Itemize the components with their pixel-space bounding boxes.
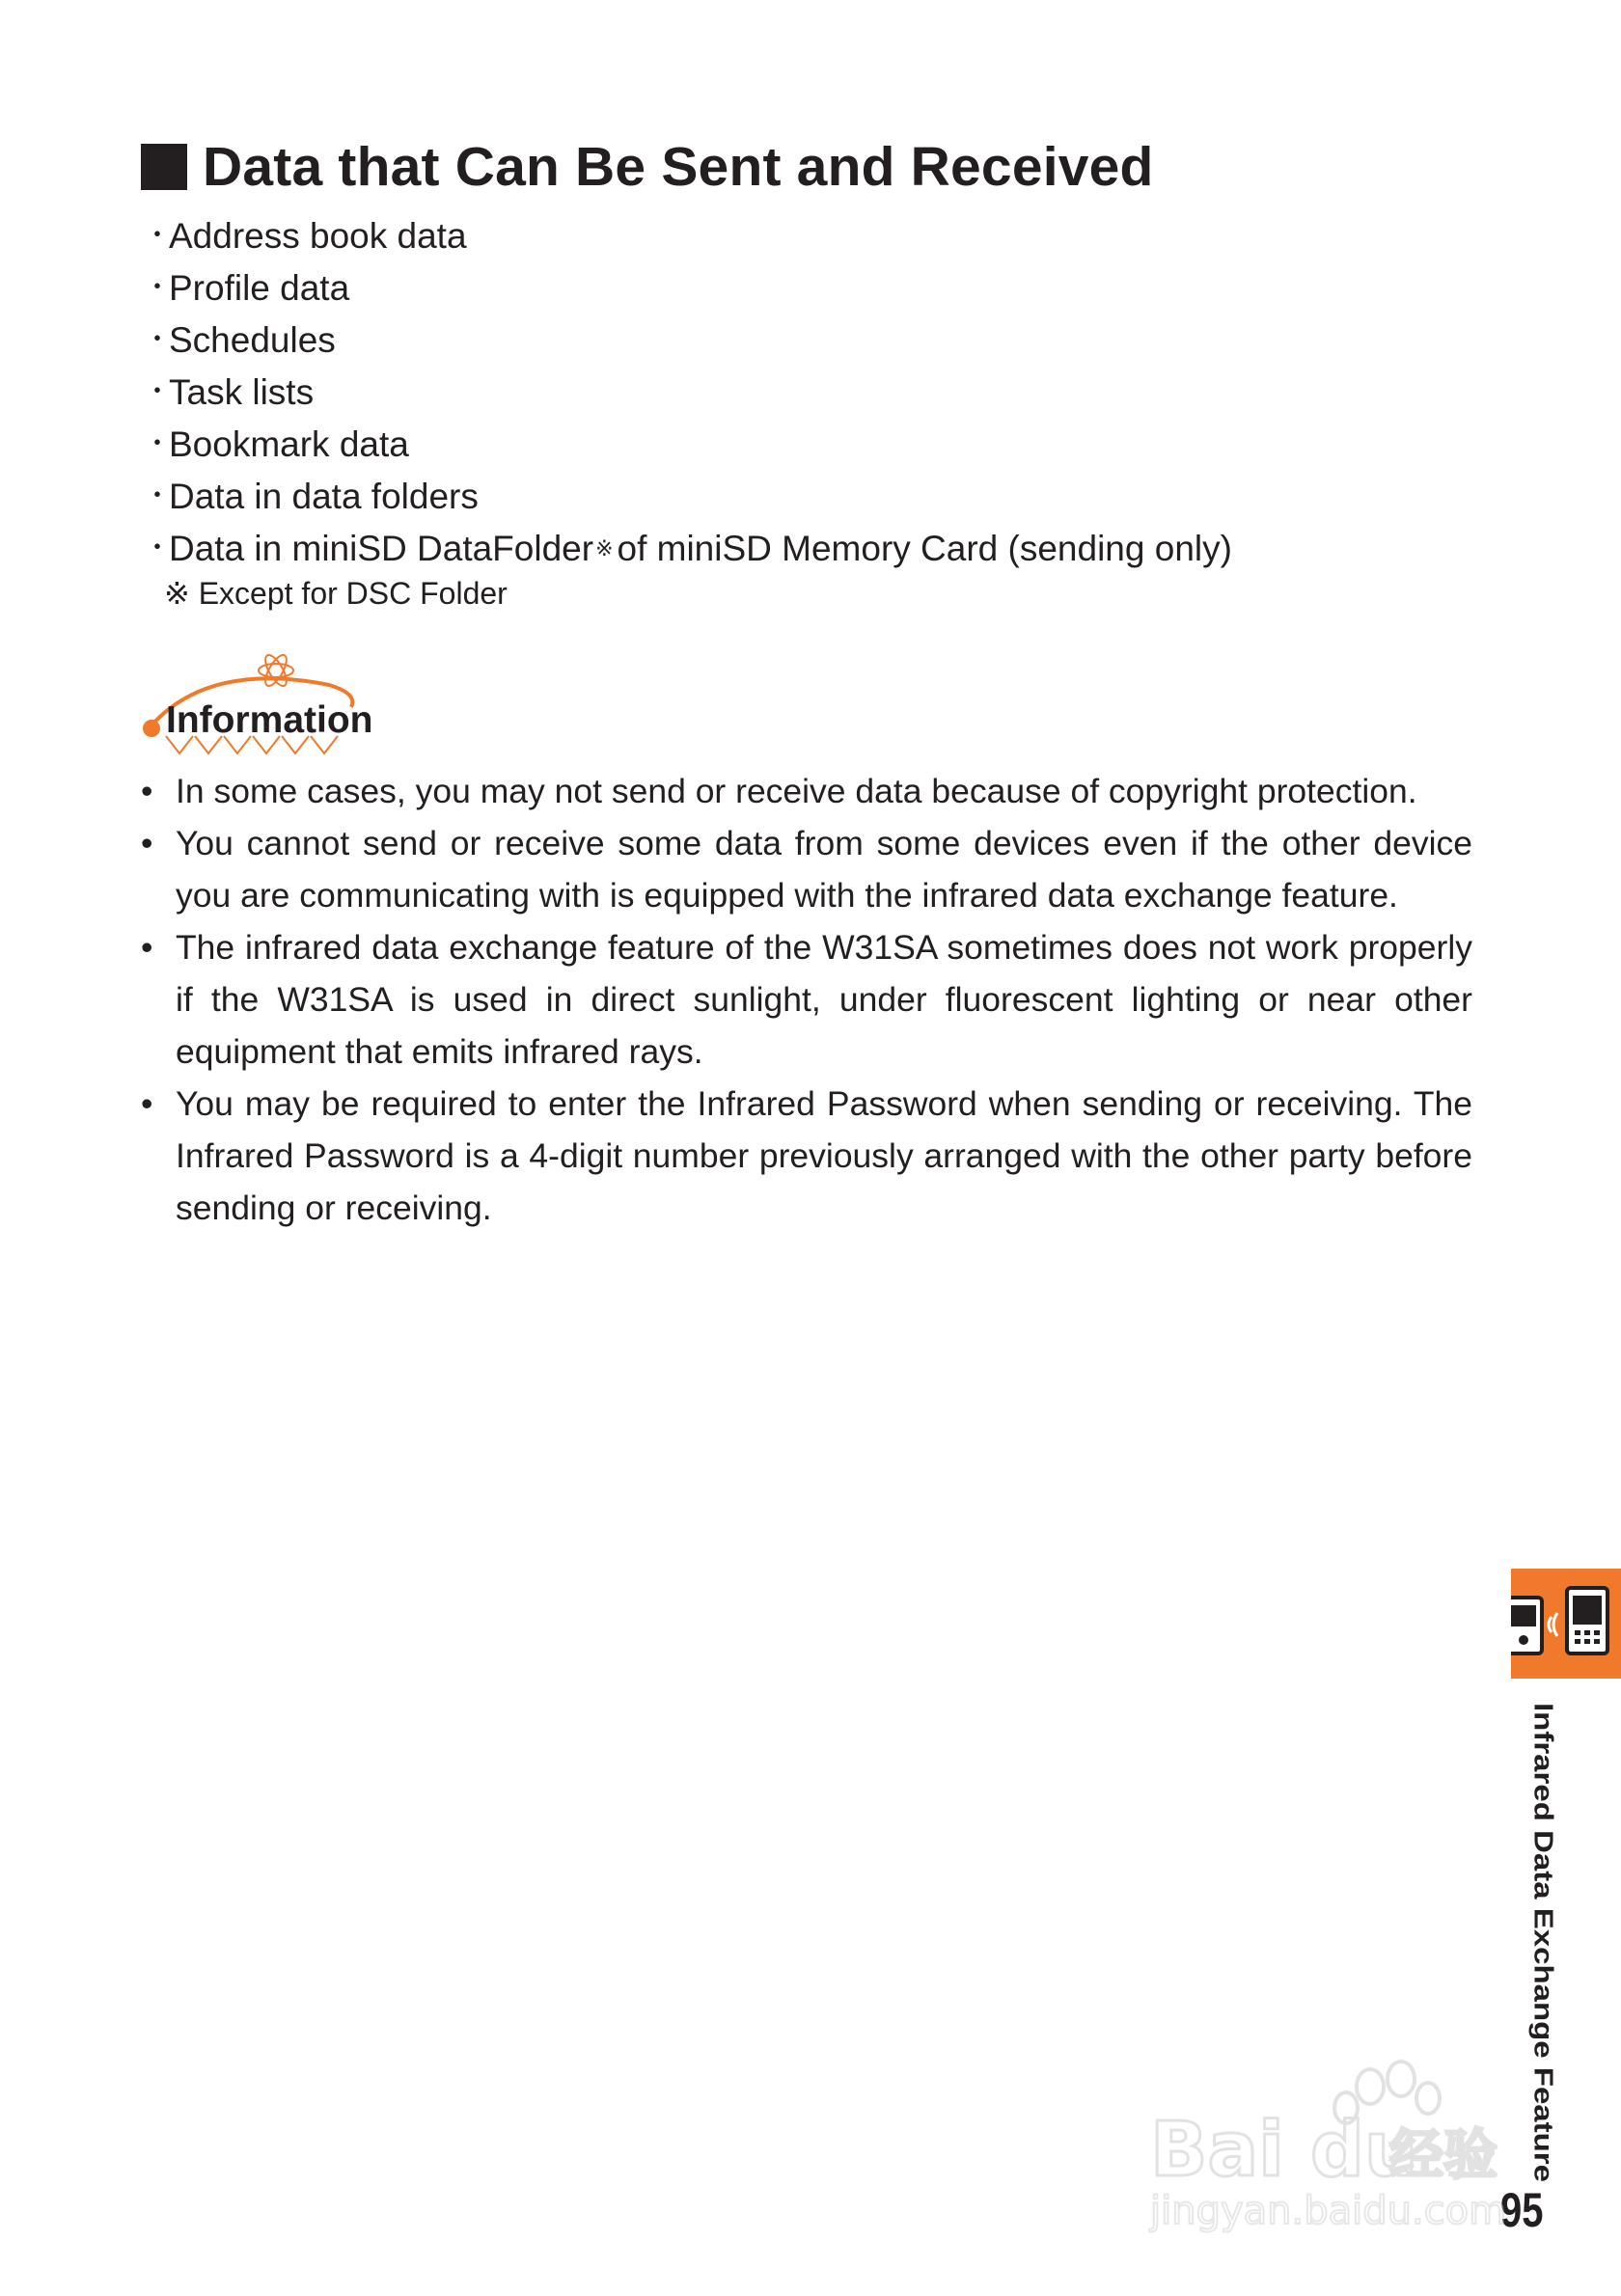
info-item-text: You may be required to enter the Infrared Password when sending or receiving. The Infrared Password is a 4-digit number previously arranged with the other party before sending or receiving.: [176, 1084, 1472, 1227]
footnote-mark: ※: [595, 536, 614, 560]
list-bullet: •: [141, 772, 153, 810]
information-header: [141, 651, 392, 757]
list-item: [141, 1078, 1472, 1234]
info-item-text: You cannot send or receive some data from some devices even if the other device you are communicating with is equipped with the infrared data exchange feature.: [176, 824, 1472, 915]
infrared-phones-icon: [1511, 1569, 1621, 1679]
page-number: 95: [1500, 2183, 1544, 2237]
footnote: ※ Except for DSC Folder: [164, 576, 508, 611]
list-item: [141, 921, 1472, 1078]
info-item-text: In some cases, you may not send or receive data because of copyright protection.: [176, 772, 1417, 810]
list-item-text-pre: Data in miniSD DataFolder: [169, 529, 594, 568]
list-bullet: ・: [143, 272, 172, 304]
section-title: [141, 135, 1154, 199]
chapter-tab: [1511, 1569, 1621, 1679]
list-bullet: ・: [143, 220, 172, 252]
list-item-text: Task lists: [169, 372, 315, 412]
watermark-brand: Bai du: [1150, 2107, 1418, 2194]
list-item-text: Address book data: [169, 216, 467, 256]
list-bullet: ・: [143, 533, 172, 564]
baidu-watermark: [1148, 2060, 1525, 2233]
list-item-text: Profile data: [169, 268, 350, 308]
chapter-label: Infrared Data Exchange Feature: [1528, 1703, 1559, 2182]
list-bullet: •: [141, 928, 153, 967]
information-title: Information: [166, 699, 373, 741]
list-item: [143, 262, 1232, 314]
list-item-text: Data in data folders: [169, 477, 479, 516]
section-square-icon: [141, 144, 187, 190]
watermark-url: jingyan.baidu.com: [1150, 2189, 1507, 2233]
section-title-text: Data that Can Be Sent and Received: [203, 136, 1154, 198]
list-bullet: ・: [143, 428, 172, 460]
list-item: [143, 523, 1232, 575]
list-item: [141, 817, 1472, 921]
list-item-text: Schedules: [169, 320, 336, 360]
list-item: [141, 765, 1472, 817]
list-bullet: ・: [143, 324, 172, 356]
list-bullet: ・: [143, 376, 172, 408]
list-item-text-post: of miniSD Memory Card (sending only): [617, 529, 1232, 568]
list-item: [143, 471, 1232, 523]
list-item: [143, 314, 1232, 367]
info-item-text: The infrared data exchange feature of the W31SA sometimes does not work properly if the W31SA is used in direct sunlight, under fluorescent lighting or near other equipment that emits infrared rays.: [176, 928, 1472, 1071]
list-bullet: ・: [143, 480, 172, 512]
list-bullet: •: [141, 824, 153, 862]
sendable-data-list: [143, 210, 1232, 575]
list-bullet: •: [141, 1084, 153, 1123]
list-item: [143, 419, 1232, 471]
information-list: [141, 765, 1472, 1234]
list-item: [143, 367, 1232, 419]
list-item-text: Bookmark data: [169, 424, 409, 464]
watermark-suffix: 经验: [1389, 2124, 1497, 2187]
list-item: [143, 210, 1232, 262]
